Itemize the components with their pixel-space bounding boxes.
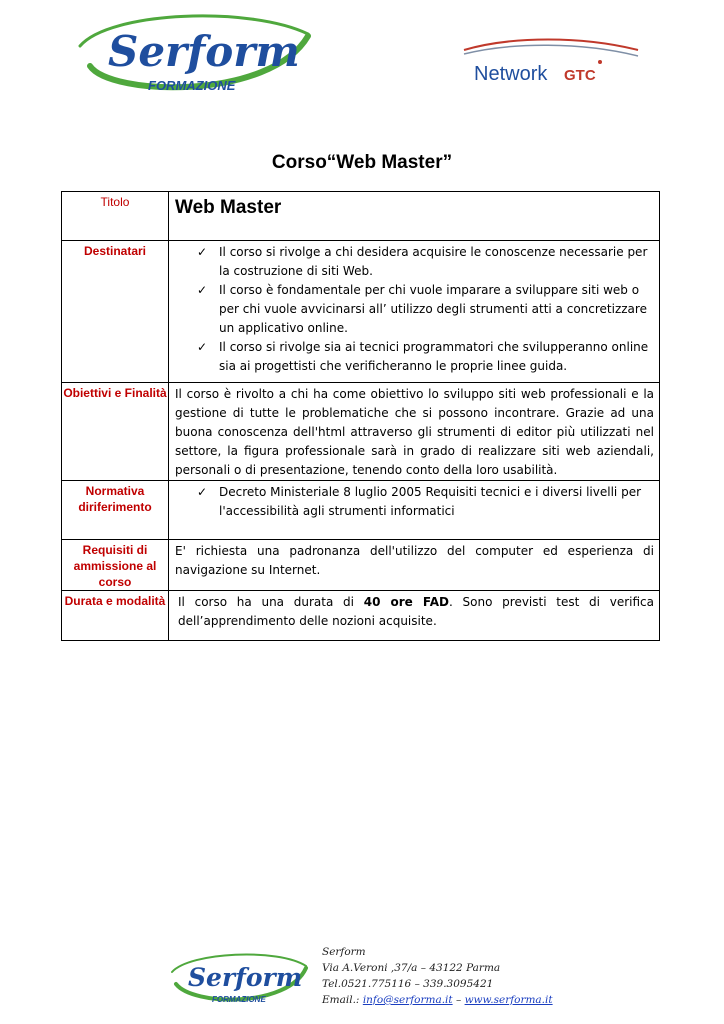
label-obiettivi: Obiettivi e Finalità (62, 383, 169, 481)
list-item: ✓ Decreto Ministeriale 8 luglio 2005 Requisiti tecnici e i diversi livelli per l'accessibilità agli strumenti informatici (197, 485, 642, 518)
footer-serform-logo (168, 948, 312, 1008)
table-row-normativa (62, 481, 660, 540)
label-requisiti: Requisiti di ammissione al corso (62, 540, 169, 591)
label-normativa: Normativa diriferimento (62, 481, 169, 540)
email-link[interactable]: info@serforma.it (362, 994, 453, 1006)
svg-text:Serform: Serform (188, 963, 303, 992)
value-normativa (169, 481, 660, 540)
table-row-destinatari (62, 241, 660, 383)
check-icon: ✓ (197, 485, 208, 499)
network-gtc-logo (462, 36, 640, 88)
list-item: ✓ Il corso si rivolge a chi desidera acquisire le conoscenze necessarie per la costruzione di siti Web. (197, 245, 648, 278)
label-destinatari: Destinatari (62, 241, 169, 383)
check-icon: ✓ (197, 245, 208, 259)
value-titolo (169, 192, 660, 241)
value-destinatari (169, 241, 660, 383)
duration-value: 40 ore FAD (363, 595, 449, 609)
label-durata: Durata e modalità (62, 591, 169, 641)
footer-street: Via A.Veroni ,37/a – 43122 Parma (322, 962, 501, 974)
value-durata: Il corso ha una durata di 40 ore FAD. Sono previsti test di verifica dell’apprendimento delle nozioni acquisite. (169, 591, 660, 641)
course-name: Web Master (175, 197, 282, 218)
footer-address (322, 944, 553, 1008)
footer-contacts: Email.: info@serforma.it – www.serforma.it (322, 994, 553, 1006)
table-row-requisiti (62, 540, 660, 591)
value-obiettivi: Il corso è rivolto a chi ha come obiettivo lo sviluppo siti web professionali e la gestione di tutte le problematiche che si possono incontrare. Grazie ad una buona conoscenza dell'html attraverso gli strumenti di editor più utilizzati nel settore, la figura professionale sarà in grado di realizzare siti web aziendali, personali o di presentazione, tenendo conto della loro usabilità. (169, 383, 660, 481)
serform-logo (70, 6, 320, 98)
label-titolo: Titolo (62, 192, 169, 241)
destinatari-list (175, 243, 654, 376)
table-row-obiettivi (62, 383, 660, 481)
svg-text:FORMAZIONE: FORMAZIONE (148, 78, 236, 93)
svg-text:Network: Network (474, 63, 548, 85)
normativa-list (175, 483, 654, 521)
svg-text:GTC: GTC (564, 67, 596, 84)
document-title: Corso“Web Master” (271, 152, 453, 173)
check-icon: ✓ (197, 283, 208, 297)
table-row-durata (62, 591, 660, 641)
website-link[interactable]: www.serforma.it (464, 994, 553, 1006)
svg-text:Serform: Serform (108, 27, 300, 76)
check-icon: ✓ (197, 340, 208, 354)
svg-text:FORMAZIONE: FORMAZIONE (212, 995, 266, 1004)
list-item: ✓ Il corso si rivolge sia ai tecnici programmatori che svilupperanno online sia ai progettisti che verificheranno le proprie linee guida. (197, 340, 649, 373)
footer-phone: Tel.0521.775116 – 339.3095421 (322, 978, 494, 990)
list-item: ✓ Il corso è fondamentale per chi vuole imparare a sviluppare siti web o per chi vuole avvicinarsi all’ utilizzo degli strumenti atti a concretizzare un applicativo online. (197, 283, 647, 335)
footer-company: Serform (322, 946, 366, 958)
table-row-titolo (62, 192, 660, 241)
course-table (61, 191, 660, 641)
value-requisiti: E' richiesta una padronanza dell'utilizzo del computer ed esperienza di navigazione su Internet. (169, 540, 660, 591)
